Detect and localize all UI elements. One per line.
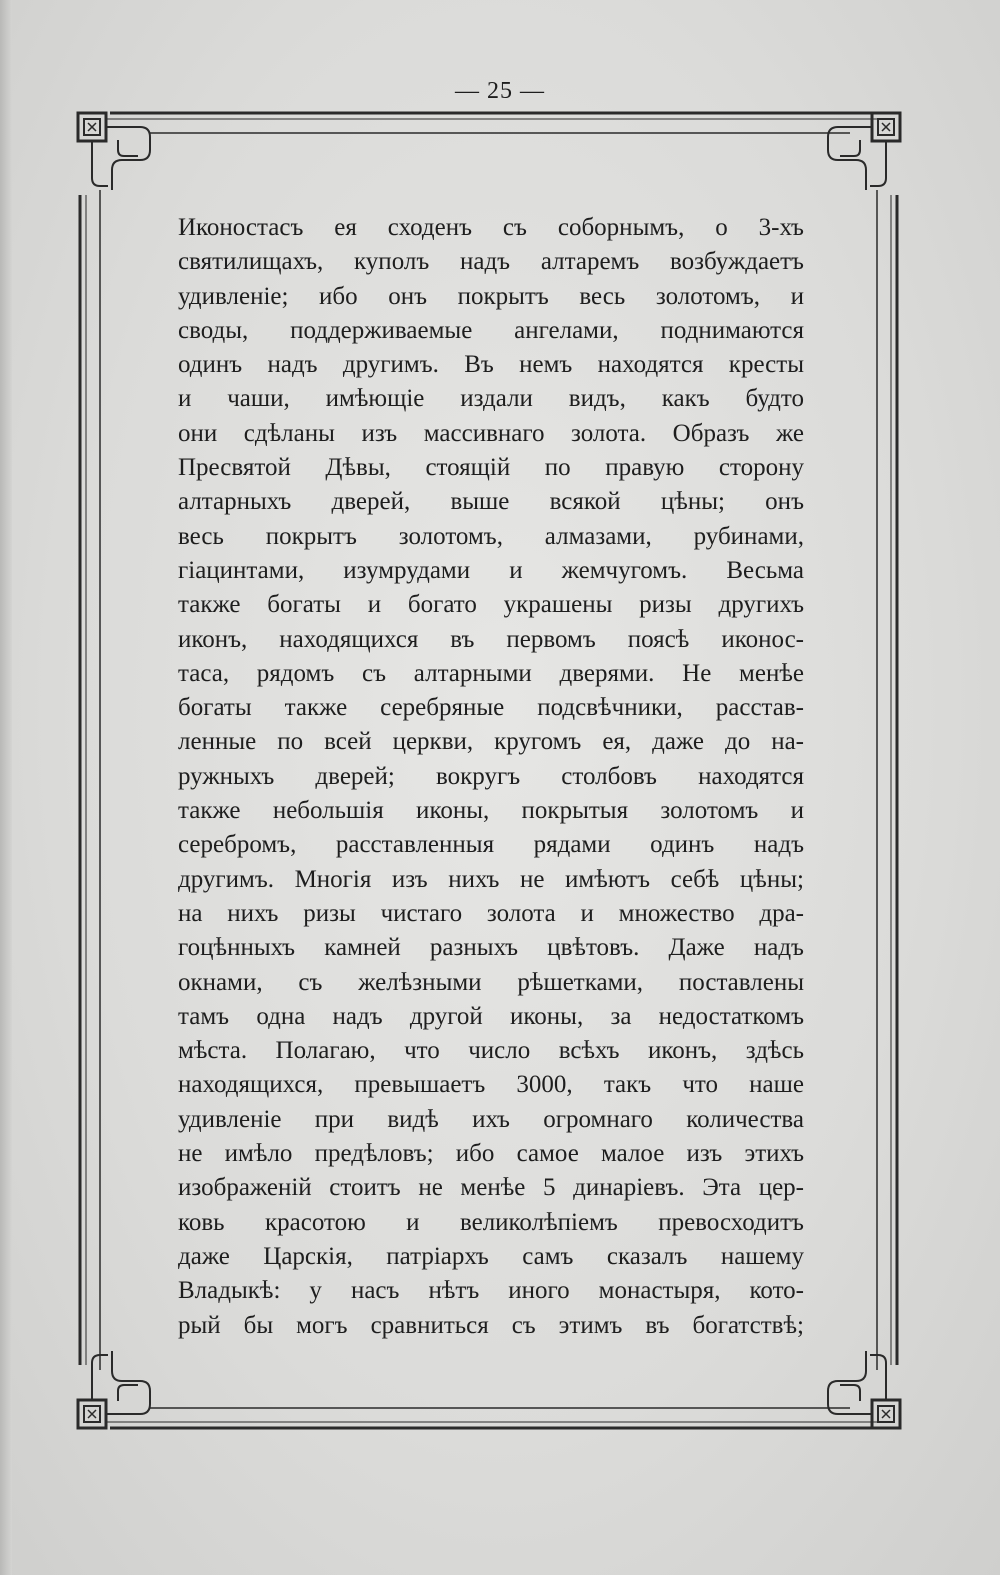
text-line: даже Царскія, патріархъ самъ сказалъ нашему [178,1242,804,1270]
text-line: святилищахъ, куполъ надъ алтаремъ возбуждаетъ [178,248,804,276]
text-line: серебромъ, расставленныя рядами одинъ надъ [178,831,804,859]
text-line: Владыкѣ: у насъ нѣтъ иного монастыря, кото- [178,1277,804,1305]
body-text [178,211,804,1343]
text-line: иконъ, находящихся въ первомъ поясѣ иконос- [178,625,804,653]
text-line: также богаты и богато украшены ризы другихъ [178,591,804,619]
text-line: гіацинтами, изумрудами и жемчугомъ. Весьма [178,556,804,584]
text-line: Пресвятой Дѣвы, стоящій по правую сторону [178,454,804,482]
text-line: тамъ одна надъ другой иконы, за недостаткомъ [178,1002,804,1030]
text-line: изображеній стоитъ не менѣе 5 динаріевъ. Эта цер- [178,1174,804,1202]
text-line: богаты также серебряные подсвѣчники, расстав- [178,694,804,722]
text-line: не имѣло предѣловъ; ибо самое малое изъ этихъ [178,1140,804,1168]
text-line: мѣста. Полагаю, что число всѣхъ иконъ, здѣсь [178,1037,804,1065]
text-line: таса, рядомъ съ алтарными дверями. Не менѣе [178,659,804,687]
text-line: ковь красотою и великолѣпіемъ превосходитъ [178,1208,804,1236]
text-line: они сдѣланы изъ массивнаго золота. Образъ же [178,419,804,447]
text-line: рый бы могъ сравниться съ этимъ въ богатствѣ; [178,1311,804,1339]
text-line: удивленіе при видѣ ихъ огромнаго количества [178,1105,804,1133]
text-line: и чаши, имѣющіе издали видъ, какъ будто [178,385,804,413]
text-line: ружныхъ дверей; вокругъ столбовъ находятся [178,762,804,790]
text-line: также небольшія иконы, покрытыя золотомъ и [178,797,804,825]
text-line: находящихся, превышаетъ 3000, такъ что наше [178,1071,804,1099]
text-line: ленные по всей церкви, кругомъ ея, даже до на- [178,728,804,756]
text-line: одинъ надъ другимъ. Въ немъ находятся кресты [178,351,804,379]
text-line: весь покрытъ золотомъ, алмазами, рубинами, [178,522,804,550]
text-line: на нихъ ризы чистаго золота и множество дра- [178,899,804,927]
text-line: своды, поддерживаемые ангелами, поднимаются [178,316,804,344]
text-line: окнами, съ желѣзными рѣшетками, поставлены [178,968,804,996]
text-line: алтарныхъ дверей, выше всякой цѣны; онъ [178,488,804,516]
text-line: Иконостасъ ея сходенъ съ соборнымъ, о 3-хъ [178,214,804,241]
text-line: гоцѣнныхъ камней разныхъ цвѣтовъ. Даже надъ [178,934,804,962]
page-number: — 25 — [455,78,545,104]
text-line: удивленіе; ибо онъ покрытъ весь золотомъ, и [178,282,804,310]
text-line: другимъ. Многія изъ нихъ не имѣютъ себѣ цѣны; [178,865,804,893]
